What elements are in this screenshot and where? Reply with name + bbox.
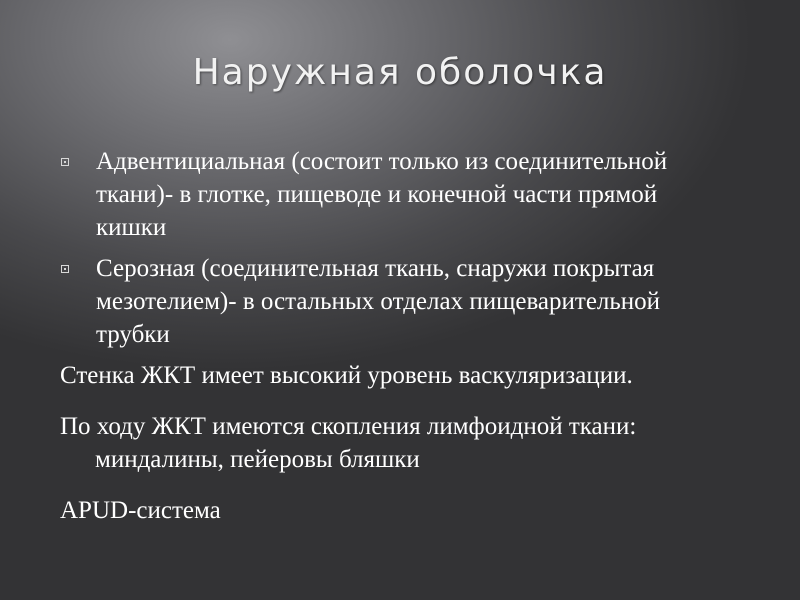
bullet-text: Серозная (соединительная ткань, снаружи покрытая мезотелием)- в остальных отделах пищеварительной трубки bbox=[96, 255, 661, 348]
paragraph-vascularization: Стенка ЖКТ имеет высокий уровень васкуляризации. bbox=[60, 362, 633, 389]
slide-content bbox=[0, 145, 800, 545]
bullet-text: Адвентициальная (состоит только из соединительной ткани)- в глотке, пищеводе и конечной части прямой кишки bbox=[96, 148, 668, 241]
bullet-item-adventitia bbox=[0, 145, 800, 244]
paragraph-apud-system: APUD-система bbox=[60, 497, 221, 524]
bullet-item-serosa bbox=[0, 252, 800, 351]
square-bullet-icon bbox=[61, 158, 69, 166]
paragraph-lymphoid-tissue: По ходу ЖКТ имеются скопления лимфоидной ткани: миндалины, пейеровы бляшки bbox=[60, 413, 637, 473]
slide-title: Наружная оболочка bbox=[192, 52, 608, 93]
square-bullet-icon bbox=[61, 265, 69, 273]
